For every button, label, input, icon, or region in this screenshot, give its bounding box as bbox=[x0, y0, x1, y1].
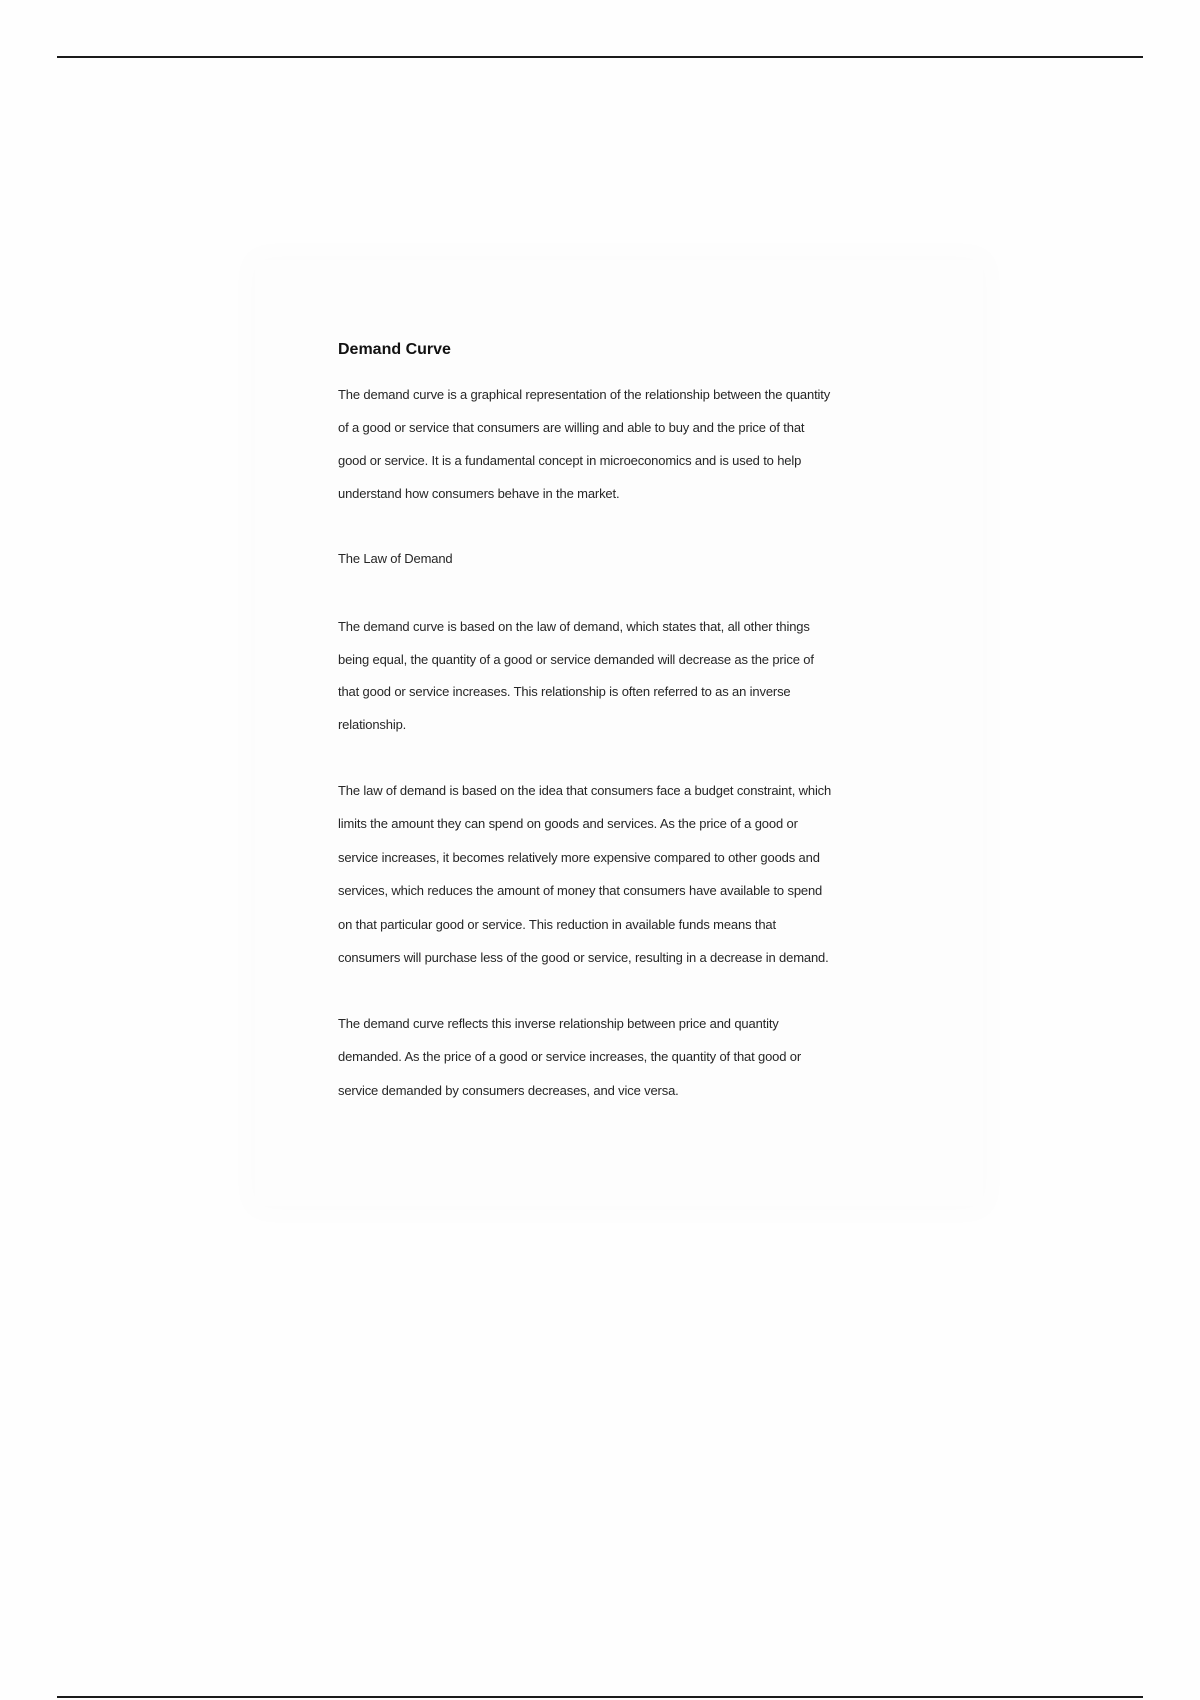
text-line: relationship. bbox=[338, 717, 407, 732]
text-line: services, which reduces the amount of money that consumers have available to spend bbox=[338, 883, 823, 898]
document-title: Demand Curve bbox=[338, 341, 451, 358]
top-rule bbox=[57, 56, 1143, 58]
text-line: of a good or service that consumers are willing and able to buy and the price of that bbox=[338, 420, 805, 435]
text-line: being equal, the quantity of a good or service demanded will decrease as the price of bbox=[338, 652, 814, 667]
bottom-rule bbox=[57, 1696, 1143, 1698]
text-line: demanded. As the price of a good or service increases, the quantity of that good or bbox=[338, 1049, 802, 1064]
text-line: service increases, it becomes relatively more expensive compared to other goods and bbox=[338, 850, 820, 865]
text-line: that good or service increases. This relationship is often referred to as an inverse bbox=[338, 684, 791, 699]
text-line: The law of demand is based on the idea that consumers face a budget constraint, which bbox=[338, 783, 832, 798]
text-line: limits the amount they can spend on goods and services. As the price of a good or bbox=[338, 816, 798, 831]
text-line: good or service. It is a fundamental concept in microeconomics and is used to help bbox=[338, 453, 802, 468]
text-line: consumers will purchase less of the good or service, resulting in a decrease in demand. bbox=[338, 950, 829, 965]
text-line: The demand curve reflects this inverse relationship between price and quantity bbox=[338, 1016, 779, 1031]
text-line: on that particular good or service. This reduction in available funds means that bbox=[338, 917, 776, 932]
subheading-law-of-demand: The Law of Demand bbox=[338, 551, 453, 566]
text-line: understand how consumers behave in the market. bbox=[338, 486, 620, 501]
text-line: The demand curve is a graphical representation of the relationship between the quantity bbox=[338, 387, 831, 402]
text-line: service demanded by consumers decreases, and vice versa. bbox=[338, 1083, 679, 1098]
text-line: The demand curve is based on the law of demand, which states that, all other things bbox=[338, 619, 810, 634]
